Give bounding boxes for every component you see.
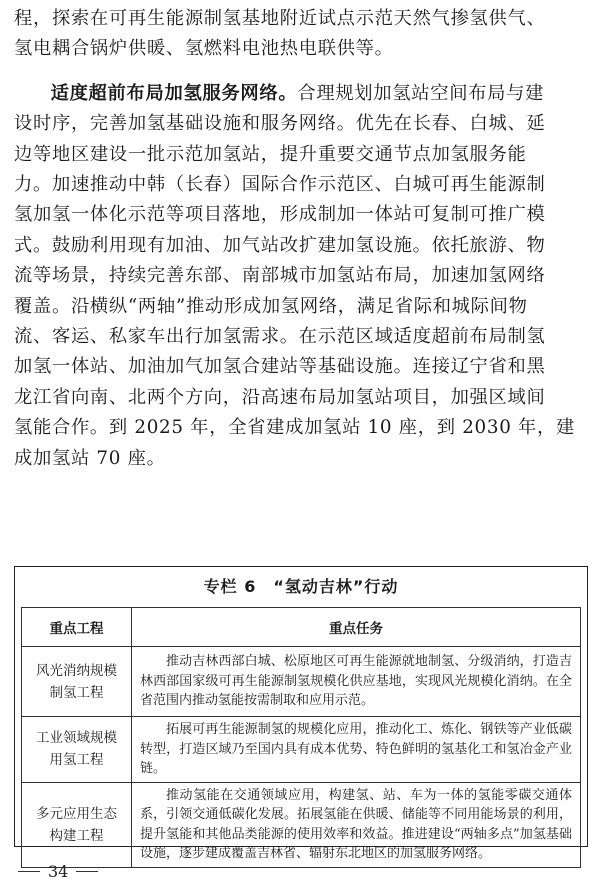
- key-projects-table: [21, 607, 581, 868]
- text-line: 龙江省向南、北两个方向，沿高速布局加氢站项目，加强区域间: [14, 386, 546, 408]
- text-line: 氢能合作。到 2025 年，全省建成加氢站 10 座，到 2030 年，建: [14, 417, 575, 439]
- table-row: [22, 717, 581, 783]
- paragraph-continued: [14, 4, 588, 65]
- project-cell: 工业领域规模 用氢工程: [22, 717, 132, 783]
- text-line: 流、客运、私家车出行加氢需求。在示范区域适度超前布局制氢: [14, 326, 546, 348]
- header-key-project: 重点工程: [22, 608, 132, 647]
- text-line: 程，探索在可再生能源制氢基地附近试点示范天然气掺氢供气、: [14, 8, 546, 29]
- text-line: 氢加氢一体化示范等项目落地，形成制加一体站可复制可推广模: [14, 204, 546, 226]
- project-cell: 风光消纳规模 制氢工程: [22, 647, 132, 717]
- paragraph-hydrogen-network: [14, 79, 588, 474]
- text-line: 设时序，完善加氢基础设施和服务网络。优先在长春、白城、延: [14, 113, 546, 135]
- footer-dash-right: [76, 871, 98, 872]
- section-lead-heading: 适度超前布局加氢服务网络。: [50, 82, 298, 104]
- footer-dash-left: [18, 871, 40, 872]
- header-key-task: 重点任务: [132, 608, 581, 647]
- text-line: 覆盖。沿横纵“两轴”推动形成加氢网络，满足省际和城际间物: [14, 295, 528, 317]
- project-cell: 多元应用生态 构建工程: [22, 782, 132, 867]
- text-line: 氢电耦合锅炉供暖、氢燃料电池热电联供等。: [14, 38, 394, 60]
- table-header-row: [22, 608, 581, 647]
- body-text: [14, 4, 588, 474]
- text-line: 力。加速推动中韩（长春）国际合作示范区、白城可再生能源制: [14, 174, 546, 196]
- table-row: [22, 782, 581, 867]
- text-line: 边等地区建设一批示范加氢站，提升重要交通节点加氢服务能: [14, 143, 527, 165]
- box-table-wrapper: [21, 607, 581, 861]
- text-line: 式。鼓励利用现有加油、加气站改扩建加氢设施。依托旅游、物: [14, 234, 546, 256]
- page-footer: [18, 862, 98, 881]
- column-box: [14, 566, 588, 861]
- task-cell: 拓展可再生能源制氢的规模化应用，推动化工、炼化、钢铁等产业低碳转型，打造区域乃至国内具有成本优势、特色鲜明的氢基化工和氢冶金产业链。: [132, 717, 581, 783]
- box-title: 专栏 6 “氢动吉林”行动: [203, 577, 399, 596]
- page-number: 34: [48, 862, 69, 881]
- text-line: 流等场景，持续完善东部、南部城市加氢站布局，加速加氢网络: [14, 265, 546, 287]
- table-row: [22, 647, 581, 717]
- task-cell: 推动氢能在交通领域应用，构建氢、站、车为一体的氢能零碳交通体系，引领交通低碳化发展。拓展氢能在供暖、储能等不同用能场景的利用，提升氢能和其他品类能源的使用效率和效益。推进建设“两轴多点”加氢基础设施，逐步建成覆盖吉林省、辐射东北地区的加氢服务网络。: [132, 782, 581, 867]
- text-line: 加氢一体站、加油加气加氢合建站等基础设施。连接辽宁省和黑: [14, 356, 546, 378]
- task-cell: 推动吉林西部白城、松原地区可再生能源就地制氢、分级消纳，打造吉林西部国家级可再生能源制氢规模化供应基地，实现风光规模化消纳。在全省范围内推动氢能按需制取和应用示范。: [132, 647, 581, 717]
- text-line: 成加氢站 70 座。: [14, 447, 166, 469]
- text-line: 合理规划加氢站空间布局与建: [297, 82, 545, 104]
